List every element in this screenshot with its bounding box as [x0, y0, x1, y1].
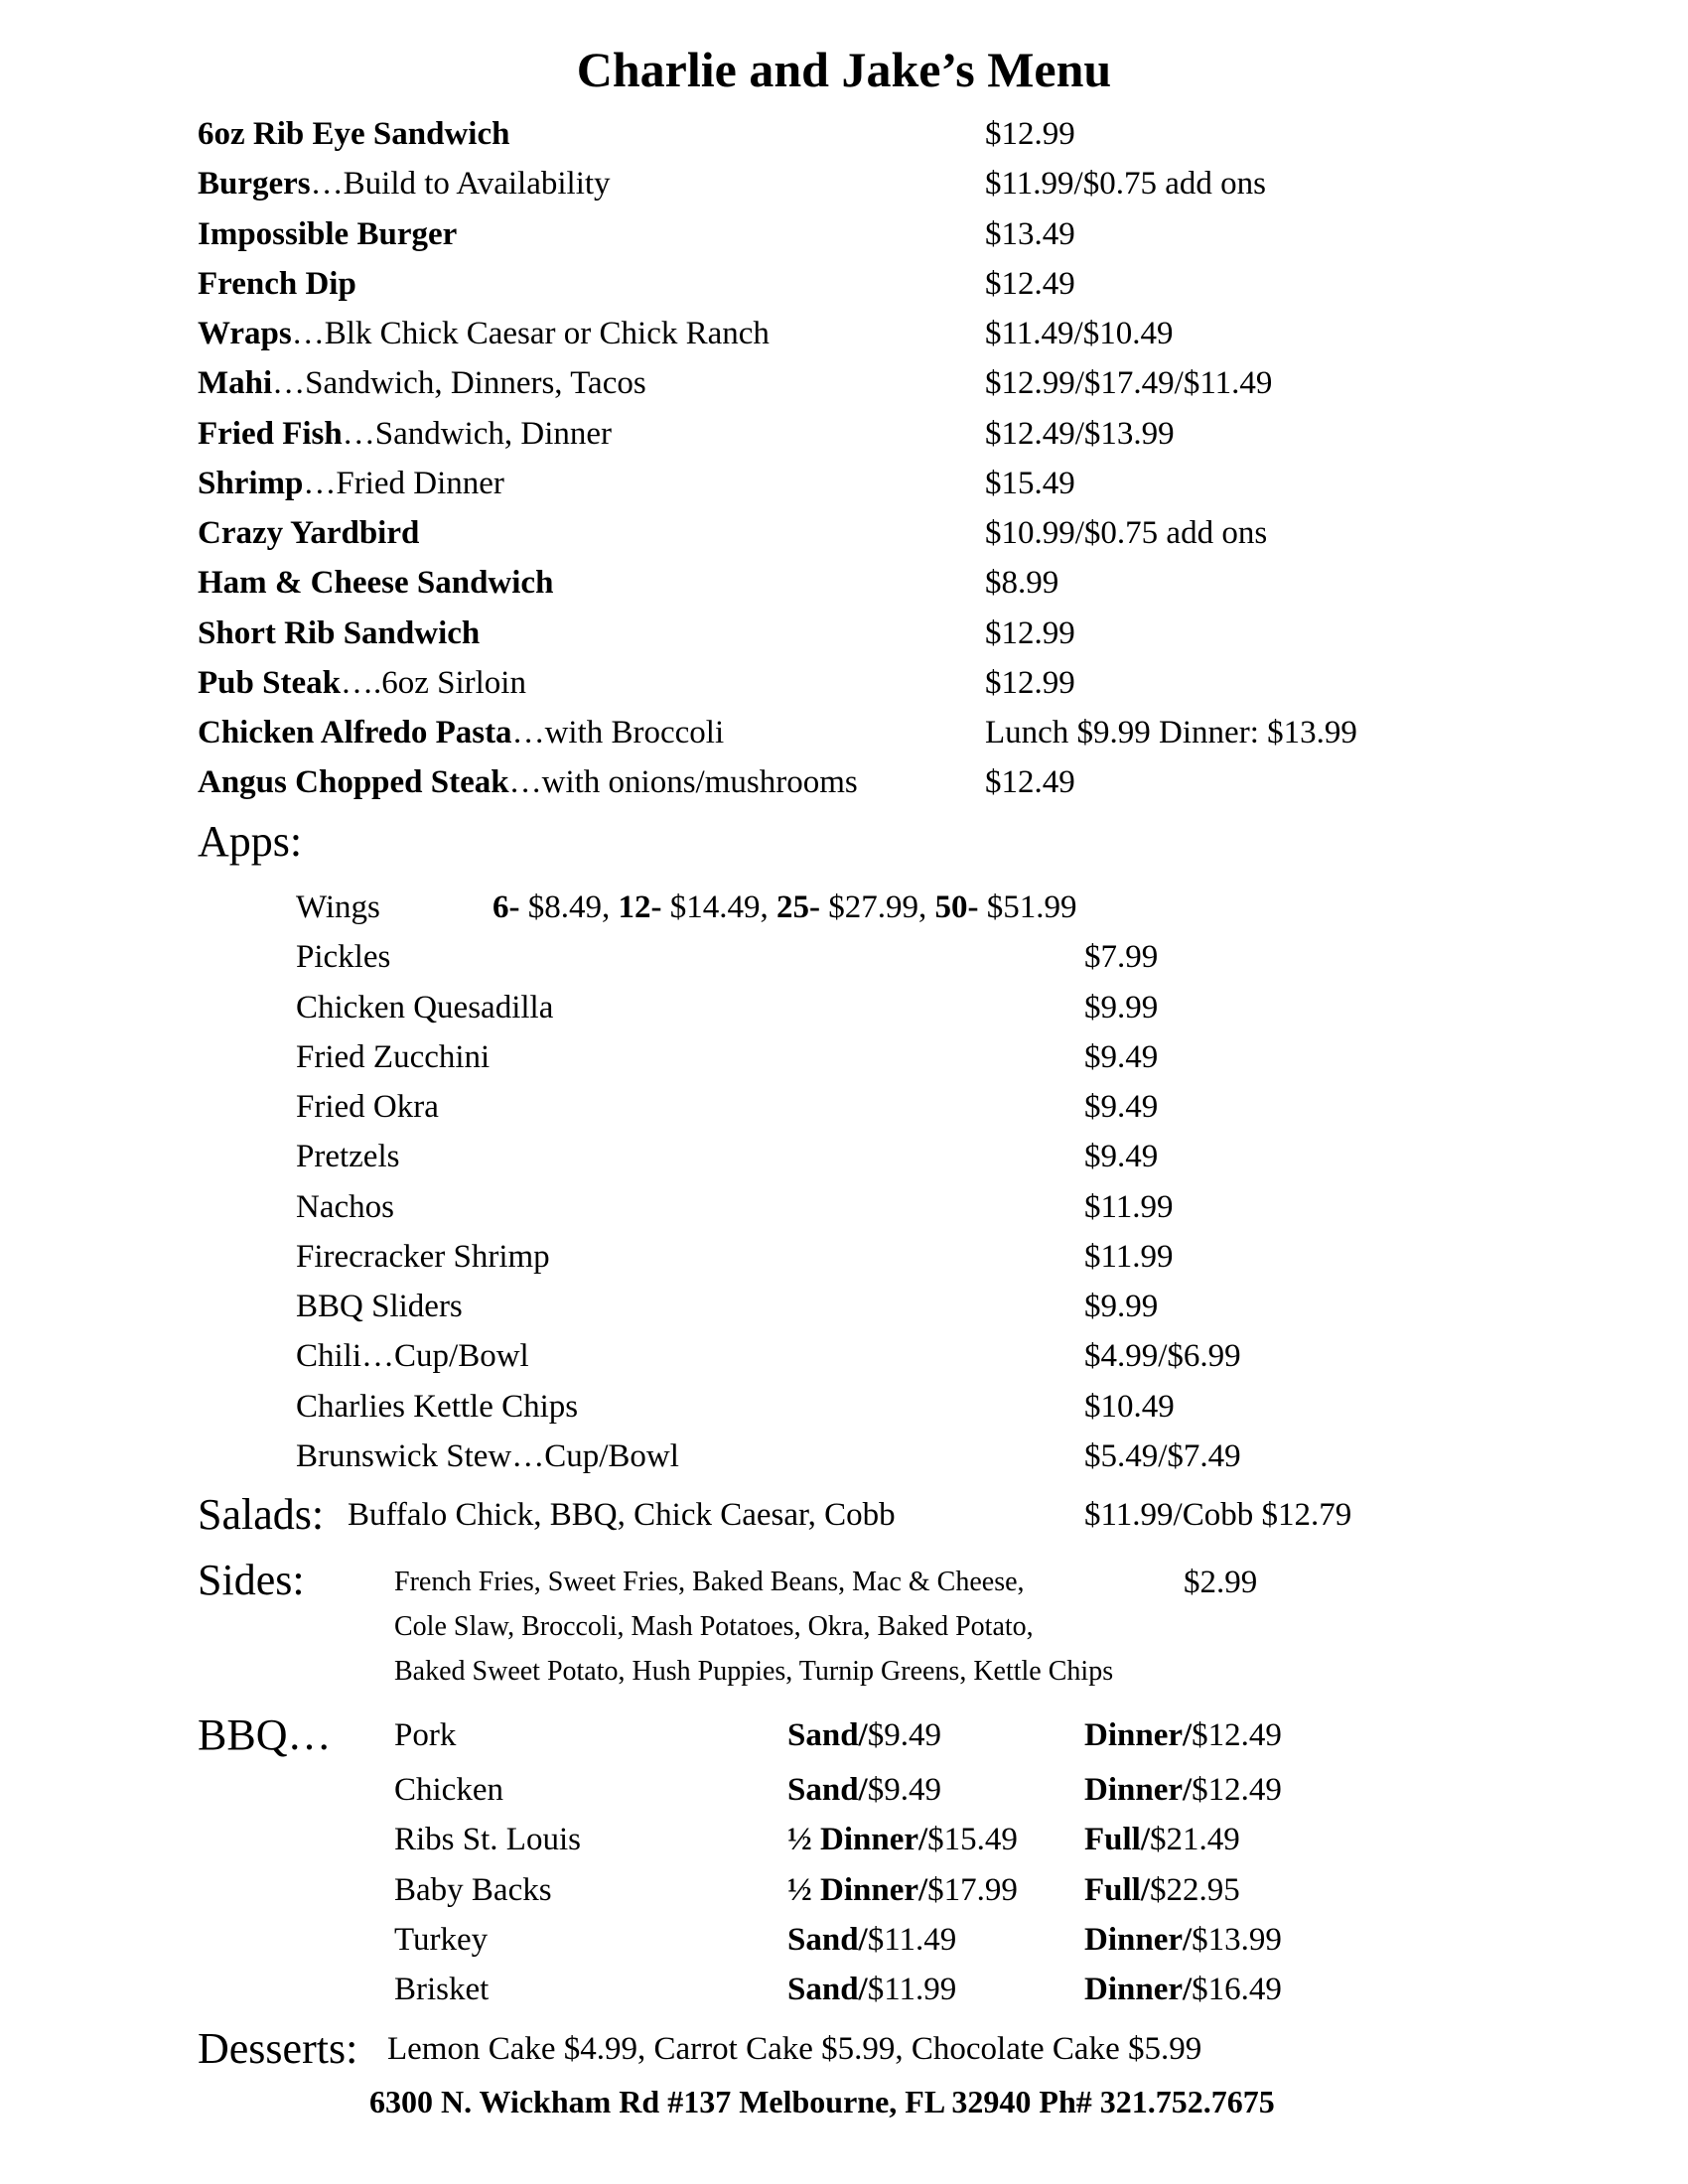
salads-heading: Salads: [198, 1490, 325, 1539]
item-price: $7.99 [1084, 939, 1159, 975]
option-price: $13.99 [1192, 1922, 1282, 1958]
option-label: Sand/ [787, 1972, 868, 2007]
wings-price: $51.99 [978, 889, 1077, 925]
option-label: Sand/ [787, 1772, 868, 1808]
option-label: ½ Dinner/ [787, 1822, 928, 1857]
option-price: $9.49 [867, 1772, 941, 1808]
wings-price: $8.49, [519, 889, 619, 925]
option-label: ½ Dinner/ [787, 1872, 928, 1908]
item-name: Burgers [198, 166, 311, 202]
option-price: $11.99 [867, 1972, 957, 2007]
item-name: Chicken Alfredo Pasta [198, 715, 512, 751]
item-name: Chicken Quesadilla [296, 990, 554, 1025]
salads-list: Buffalo Chick, BBQ, Chick Caesar, Cobb [348, 1497, 896, 1533]
item-price: $11.99/$0.75 add ons [985, 166, 1266, 202]
item-price: $11.99 [1084, 1239, 1174, 1275]
item-name: Baby Backs [394, 1872, 552, 1908]
desserts-list: Lemon Cake $4.99, Carrot Cake $5.99, Chocolate Cake $5.99 [387, 2031, 1202, 2067]
item-price: $12.99 [985, 615, 1075, 651]
item-price: $13.49 [985, 216, 1075, 252]
option-label: Sand/ [787, 1717, 868, 1753]
address-footer: 6300 N. Wickham Rd #137 Melbourne, FL 32940 Ph# 321.752.7675 [369, 2084, 1275, 2119]
wings-prices [492, 883, 1077, 932]
option-price: $17.99 [927, 1872, 1018, 1908]
item-name: Shrimp [198, 466, 304, 501]
item-desc: …Sandwich, Dinner [342, 416, 613, 452]
item-price: $12.49 [985, 266, 1075, 302]
wings-price: $14.49, [661, 889, 776, 925]
item-name: Pretzels [296, 1139, 400, 1174]
item-name: Crazy Yardbird [198, 515, 420, 551]
sides-line: French Fries, Sweet Fries, Baked Beans, Mac & Cheese, [394, 1567, 1025, 1597]
item-desc: …with Broccoli [511, 715, 725, 751]
item-name: Fried Fish [198, 416, 343, 452]
item-price: $9.49 [1084, 1039, 1159, 1075]
item-price: $4.99/$6.99 [1084, 1338, 1241, 1374]
item-name: Pork [394, 1717, 457, 1753]
item-price: $12.99/$17.49/$11.49 [985, 365, 1273, 401]
page-title: Charlie and Jake’s Menu [576, 42, 1112, 97]
option-price: $16.49 [1192, 1972, 1282, 2007]
item-name: Fried Zucchini [296, 1039, 491, 1075]
item-name: BBQ Sliders [296, 1289, 463, 1324]
item-name: 6oz Rib Eye Sandwich [198, 116, 510, 152]
sides-line: Cole Slaw, Broccoli, Mash Potatoes, Okra, Baked Potato, [394, 1611, 1034, 1642]
item-name: Charlies Kettle Chips [296, 1389, 579, 1425]
item-desc: …Fried Dinner [303, 466, 504, 501]
item-desc: …Build to Availability [310, 166, 611, 202]
option-label: Dinner/ [1084, 1772, 1193, 1808]
wings-qty: 25- [776, 889, 820, 925]
item-name: Angus Chopped Steak [198, 764, 509, 800]
item-price: $11.49/$10.49 [985, 316, 1174, 351]
option-label: Dinner/ [1084, 1922, 1193, 1958]
item-name: Pickles [296, 939, 391, 975]
bbq-heading: BBQ… [198, 1710, 332, 1759]
item-name: Firecracker Shrimp [296, 1239, 550, 1275]
item-price: Lunch $9.99 Dinner: $13.99 [985, 715, 1357, 751]
item-name: Pub Steak [198, 665, 341, 701]
item-price: $10.99/$0.75 add ons [985, 515, 1268, 551]
sides-price: $2.99 [1184, 1565, 1258, 1600]
item-name: Chicken [394, 1772, 503, 1808]
item-name: Short Rib Sandwich [198, 615, 481, 651]
wings-price: $27.99, [820, 889, 935, 925]
wings-qty: 50- [934, 889, 979, 925]
desserts-heading: Desserts: [198, 2024, 358, 2073]
item-name: Brunswick Stew…Cup/Bowl [296, 1438, 679, 1474]
item-price: $8.99 [985, 565, 1059, 601]
item-desc: …Sandwich, Dinners, Tacos [272, 365, 646, 401]
option-label: Full/ [1084, 1872, 1151, 1908]
option-label: Full/ [1084, 1822, 1151, 1857]
item-price: $5.49/$7.49 [1084, 1438, 1241, 1474]
salads-price: $11.99/Cobb $12.79 [1084, 1497, 1352, 1533]
item-price: $12.49/$13.99 [985, 416, 1175, 452]
item-name: Nachos [296, 1189, 394, 1225]
item-price: $12.99 [985, 665, 1075, 701]
option-price: $12.49 [1192, 1772, 1282, 1808]
item-price: $9.99 [1084, 1289, 1159, 1324]
item-name: Ham & Cheese Sandwich [198, 565, 554, 601]
item-price: $12.99 [985, 116, 1075, 152]
item-name: Wraps [198, 316, 292, 351]
item-price: $12.49 [985, 764, 1075, 800]
item-name: Ribs St. Louis [394, 1822, 581, 1857]
option-label: Dinner/ [1084, 1717, 1193, 1753]
item-price: $9.49 [1084, 1139, 1159, 1174]
apps-heading: Apps: [198, 817, 303, 866]
item-name: Brisket [394, 1972, 490, 2007]
option-price: $11.49 [867, 1922, 957, 1958]
option-label: Sand/ [787, 1922, 868, 1958]
item-price: $9.99 [1084, 990, 1159, 1025]
item-name: Chili…Cup/Bowl [296, 1338, 529, 1374]
option-price: $22.95 [1150, 1872, 1240, 1908]
item-desc: …Blk Chick Caesar or Chick Ranch [291, 316, 770, 351]
wings-qty: 12- [618, 889, 662, 925]
item-desc: ….6oz Sirloin [340, 665, 526, 701]
item-name: Impossible Burger [198, 216, 458, 252]
item-name: Wings [296, 889, 380, 925]
option-price: $15.49 [927, 1822, 1018, 1857]
item-name: French Dip [198, 266, 356, 302]
item-price: $10.49 [1084, 1389, 1175, 1425]
option-price: $9.49 [867, 1717, 941, 1753]
item-price: $15.49 [985, 466, 1075, 501]
item-price: $9.49 [1084, 1089, 1159, 1125]
sides-heading: Sides: [198, 1556, 305, 1604]
item-name: Turkey [394, 1922, 489, 1958]
sides-line: Baked Sweet Potato, Hush Puppies, Turnip Greens, Kettle Chips [394, 1656, 1114, 1687]
option-price: $12.49 [1192, 1717, 1282, 1753]
item-price: $11.99 [1084, 1189, 1174, 1225]
option-price: $21.49 [1150, 1822, 1240, 1857]
item-name: Mahi [198, 365, 273, 401]
item-name: Fried Okra [296, 1089, 439, 1125]
option-label: Dinner/ [1084, 1972, 1193, 2007]
wings-qty: 6- [492, 889, 520, 925]
item-desc: …with onions/mushrooms [508, 764, 858, 800]
